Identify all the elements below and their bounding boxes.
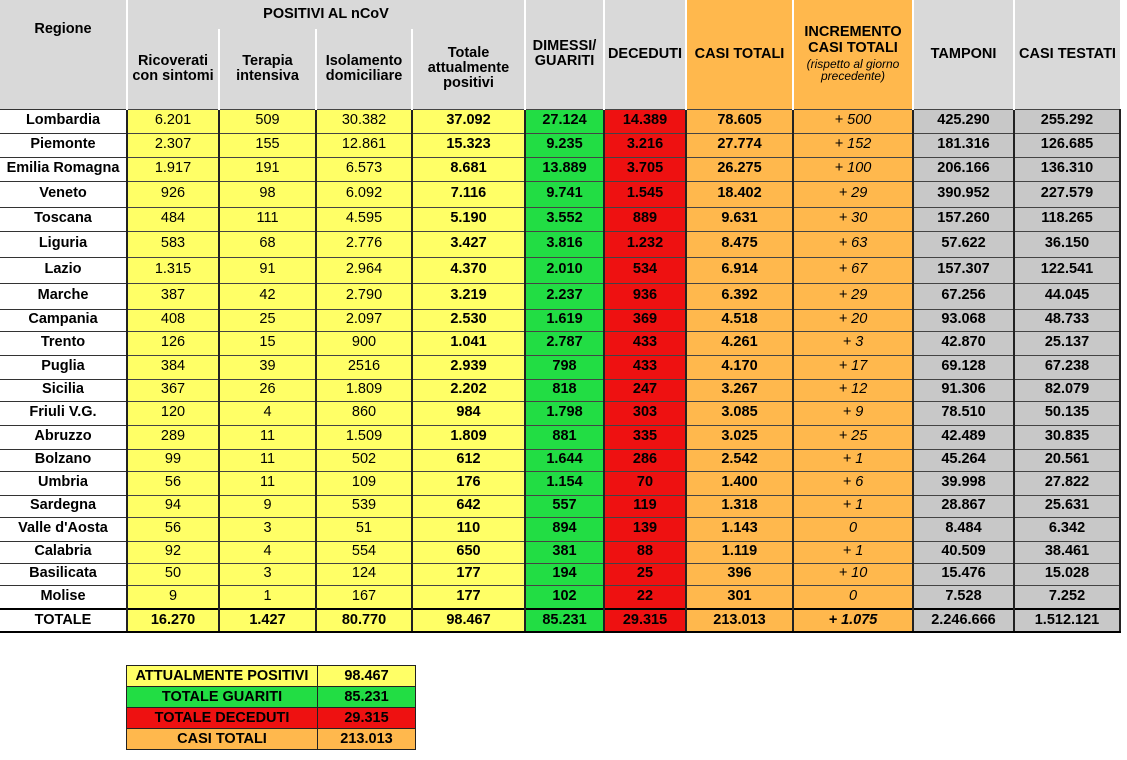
cell-deceduti: 119 (604, 495, 686, 517)
cell-tamponi: 15.476 (913, 563, 1014, 585)
cell-testati: 126.685 (1014, 133, 1120, 157)
cell-totale: 15.323 (412, 133, 525, 157)
header-regione: Regione (0, 0, 127, 109)
cell-regione: Molise (0, 585, 127, 609)
cell-isolamento: 900 (316, 331, 412, 355)
cell-dimessi: 818 (525, 379, 604, 401)
cell-terapia: 39 (219, 355, 316, 379)
total-deceduti: 29.315 (604, 609, 686, 632)
cell-regione: Marche (0, 283, 127, 309)
cell-totale: 1.041 (412, 331, 525, 355)
total-regione: TOTALE (0, 609, 127, 632)
cell-testati: 27.822 (1014, 471, 1120, 495)
cell-incremento: + 25 (793, 425, 913, 449)
total-ricoverati: 16.270 (127, 609, 219, 632)
cell-tamponi: 28.867 (913, 495, 1014, 517)
cell-incremento: + 6 (793, 471, 913, 495)
cell-terapia: 26 (219, 379, 316, 401)
table-row (0, 309, 1120, 331)
cell-ricoverati: 120 (127, 401, 219, 425)
cell-regione: Lazio (0, 257, 127, 283)
cell-dimessi: 3.816 (525, 231, 604, 257)
cell-terapia: 11 (219, 449, 316, 471)
cell-totale: 2.202 (412, 379, 525, 401)
header-terapia: Terapia intensiva (219, 29, 316, 109)
cell-incremento: + 9 (793, 401, 913, 425)
cell-regione: Bolzano (0, 449, 127, 471)
cell-terapia: 3 (219, 517, 316, 541)
cell-dimessi: 2.787 (525, 331, 604, 355)
cell-incremento: + 29 (793, 283, 913, 309)
header-positivi-group: POSITIVI AL nCoV (127, 0, 525, 29)
cell-isolamento: 554 (316, 541, 412, 563)
cell-isolamento: 539 (316, 495, 412, 517)
cell-deceduti: 88 (604, 541, 686, 563)
cell-testati: 255.292 (1014, 109, 1120, 133)
cell-dimessi: 881 (525, 425, 604, 449)
cell-tamponi: 157.307 (913, 257, 1014, 283)
cell-dimessi: 194 (525, 563, 604, 585)
cell-isolamento: 4.595 (316, 207, 412, 231)
cell-ricoverati: 99 (127, 449, 219, 471)
cell-totale: 7.116 (412, 181, 525, 207)
cell-totale: 176 (412, 471, 525, 495)
cell-incremento: + 10 (793, 563, 913, 585)
cell-testati: 44.045 (1014, 283, 1120, 309)
table-row (0, 517, 1120, 541)
summary-label: TOTALE GUARITI (127, 687, 318, 708)
cell-dimessi: 894 (525, 517, 604, 541)
cell-deceduti: 936 (604, 283, 686, 309)
cell-totale: 650 (412, 541, 525, 563)
table-row (0, 379, 1120, 401)
summary-label: CASI TOTALI (127, 729, 318, 750)
cell-dimessi: 2.010 (525, 257, 604, 283)
cell-testati: 122.541 (1014, 257, 1120, 283)
cell-tamponi: 390.952 (913, 181, 1014, 207)
cell-dimessi: 1.154 (525, 471, 604, 495)
cell-testati: 7.252 (1014, 585, 1120, 609)
cell-ricoverati: 56 (127, 471, 219, 495)
summary-value: 98.467 (318, 666, 416, 687)
cell-ricoverati: 289 (127, 425, 219, 449)
cell-deceduti: 889 (604, 207, 686, 231)
cell-deceduti: 25 (604, 563, 686, 585)
cell-casi: 301 (686, 585, 793, 609)
cell-casi: 27.774 (686, 133, 793, 157)
cell-incremento: + 17 (793, 355, 913, 379)
cell-incremento: + 1 (793, 449, 913, 471)
cell-incremento: + 100 (793, 157, 913, 181)
summary-row (127, 708, 416, 729)
cell-tamponi: 45.264 (913, 449, 1014, 471)
table-row (0, 425, 1120, 449)
cell-dimessi: 557 (525, 495, 604, 517)
total-tamponi: 2.246.666 (913, 609, 1014, 632)
cell-dimessi: 798 (525, 355, 604, 379)
cell-terapia: 11 (219, 425, 316, 449)
cell-testati: 48.733 (1014, 309, 1120, 331)
cell-terapia: 98 (219, 181, 316, 207)
cell-testati: 25.137 (1014, 331, 1120, 355)
cell-dimessi: 3.552 (525, 207, 604, 231)
cell-tamponi: 42.489 (913, 425, 1014, 449)
cell-casi: 1.318 (686, 495, 793, 517)
cell-regione: Umbria (0, 471, 127, 495)
cell-casi: 18.402 (686, 181, 793, 207)
cell-totale: 4.370 (412, 257, 525, 283)
cell-regione: Puglia (0, 355, 127, 379)
cell-testati: 38.461 (1014, 541, 1120, 563)
cell-isolamento: 124 (316, 563, 412, 585)
cell-terapia: 4 (219, 541, 316, 563)
cell-ricoverati: 1.917 (127, 157, 219, 181)
cell-isolamento: 51 (316, 517, 412, 541)
cell-dimessi: 1.619 (525, 309, 604, 331)
header-ricoverati: Ricoverati con sintomi (127, 29, 219, 109)
cell-regione: Sardegna (0, 495, 127, 517)
cell-totale: 3.219 (412, 283, 525, 309)
cell-ricoverati: 92 (127, 541, 219, 563)
cell-isolamento: 1.809 (316, 379, 412, 401)
table-row (0, 331, 1120, 355)
header-isolamento: Isolamento domiciliare (316, 29, 412, 109)
cell-terapia: 111 (219, 207, 316, 231)
cell-incremento: + 20 (793, 309, 913, 331)
table-row (0, 401, 1120, 425)
cell-tamponi: 157.260 (913, 207, 1014, 231)
cell-ricoverati: 50 (127, 563, 219, 585)
cell-totale: 2.530 (412, 309, 525, 331)
cell-incremento: + 63 (793, 231, 913, 257)
cell-tamponi: 93.068 (913, 309, 1014, 331)
cell-deceduti: 335 (604, 425, 686, 449)
cell-regione: Veneto (0, 181, 127, 207)
cell-ricoverati: 484 (127, 207, 219, 231)
cell-incremento: + 500 (793, 109, 913, 133)
total-casi: 213.013 (686, 609, 793, 632)
cell-totale: 3.427 (412, 231, 525, 257)
table-row (0, 231, 1120, 257)
cell-tamponi: 42.870 (913, 331, 1014, 355)
cell-dimessi: 102 (525, 585, 604, 609)
header-totale-positivi: Totale attualmente positivi (412, 29, 525, 109)
cell-dimessi: 2.237 (525, 283, 604, 309)
cell-testati: 50.135 (1014, 401, 1120, 425)
header-incremento-note: (rispetto al giorno precedente) (806, 56, 900, 84)
summary-row (127, 687, 416, 708)
summary-value: 29.315 (318, 708, 416, 729)
cell-isolamento: 1.509 (316, 425, 412, 449)
cell-regione: Abruzzo (0, 425, 127, 449)
cell-incremento: + 3 (793, 331, 913, 355)
cell-deceduti: 14.389 (604, 109, 686, 133)
cell-dimessi: 1.798 (525, 401, 604, 425)
cell-casi: 1.143 (686, 517, 793, 541)
cell-totale: 177 (412, 585, 525, 609)
cell-tamponi: 425.290 (913, 109, 1014, 133)
cell-deceduti: 1.545 (604, 181, 686, 207)
cell-deceduti: 3.216 (604, 133, 686, 157)
cell-regione: Emilia Romagna (0, 157, 127, 181)
cell-deceduti: 534 (604, 257, 686, 283)
header-tamponi: TAMPONI (913, 0, 1014, 109)
cell-deceduti: 433 (604, 331, 686, 355)
table-row (0, 181, 1120, 207)
cell-totale: 642 (412, 495, 525, 517)
cell-deceduti: 303 (604, 401, 686, 425)
cell-regione: Lombardia (0, 109, 127, 133)
cell-ricoverati: 367 (127, 379, 219, 401)
cell-deceduti: 3.705 (604, 157, 686, 181)
cell-isolamento: 2.097 (316, 309, 412, 331)
cell-isolamento: 6.092 (316, 181, 412, 207)
cell-casi: 3.025 (686, 425, 793, 449)
cell-ricoverati: 94 (127, 495, 219, 517)
cell-testati: 227.579 (1014, 181, 1120, 207)
cell-casi: 6.914 (686, 257, 793, 283)
cell-terapia: 9 (219, 495, 316, 517)
cell-totale: 5.190 (412, 207, 525, 231)
cell-terapia: 25 (219, 309, 316, 331)
summary-value: 213.013 (318, 729, 416, 750)
summary-table (126, 665, 416, 750)
cell-regione: Toscana (0, 207, 127, 231)
cell-terapia: 42 (219, 283, 316, 309)
cell-dimessi: 9.235 (525, 133, 604, 157)
cell-incremento: + 29 (793, 181, 913, 207)
cell-casi: 4.518 (686, 309, 793, 331)
cell-isolamento: 2.964 (316, 257, 412, 283)
header-casi-totali: CASI TOTALI (686, 0, 793, 109)
cell-regione: Trento (0, 331, 127, 355)
cell-regione: Valle d'Aosta (0, 517, 127, 541)
cell-terapia: 1 (219, 585, 316, 609)
cell-totale: 612 (412, 449, 525, 471)
cell-isolamento: 109 (316, 471, 412, 495)
cell-terapia: 191 (219, 157, 316, 181)
cell-totale: 1.809 (412, 425, 525, 449)
cell-totale: 8.681 (412, 157, 525, 181)
cell-dimessi: 1.644 (525, 449, 604, 471)
cell-totale: 984 (412, 401, 525, 425)
header-incremento (793, 0, 913, 109)
cell-casi: 3.085 (686, 401, 793, 425)
cell-dimessi: 13.889 (525, 157, 604, 181)
total-totale: 98.467 (412, 609, 525, 632)
cell-casi: 2.542 (686, 449, 793, 471)
cell-isolamento: 12.861 (316, 133, 412, 157)
cell-testati: 20.561 (1014, 449, 1120, 471)
table-row (0, 109, 1120, 133)
cell-isolamento: 860 (316, 401, 412, 425)
summary-row (127, 729, 416, 750)
summary-row (127, 666, 416, 687)
cell-tamponi: 8.484 (913, 517, 1014, 541)
table-row (0, 449, 1120, 471)
cell-ricoverati: 387 (127, 283, 219, 309)
cell-ricoverati: 2.307 (127, 133, 219, 157)
cell-totale: 2.939 (412, 355, 525, 379)
cell-tamponi: 39.998 (913, 471, 1014, 495)
cell-regione: Campania (0, 309, 127, 331)
cell-totale: 110 (412, 517, 525, 541)
cell-tamponi: 40.509 (913, 541, 1014, 563)
cell-incremento: + 67 (793, 257, 913, 283)
cell-ricoverati: 408 (127, 309, 219, 331)
cell-ricoverati: 1.315 (127, 257, 219, 283)
table-row (0, 495, 1120, 517)
cell-incremento: 0 (793, 585, 913, 609)
cell-incremento: + 12 (793, 379, 913, 401)
cell-terapia: 509 (219, 109, 316, 133)
total-terapia: 1.427 (219, 609, 316, 632)
cell-dimessi: 9.741 (525, 181, 604, 207)
cell-tamponi: 67.256 (913, 283, 1014, 309)
cell-testati: 82.079 (1014, 379, 1120, 401)
cell-incremento: + 1 (793, 541, 913, 563)
cell-casi: 78.605 (686, 109, 793, 133)
cell-terapia: 3 (219, 563, 316, 585)
cell-incremento: + 152 (793, 133, 913, 157)
cell-tamponi: 7.528 (913, 585, 1014, 609)
table-row (0, 133, 1120, 157)
cell-testati: 118.265 (1014, 207, 1120, 231)
cell-casi: 8.475 (686, 231, 793, 257)
cell-terapia: 11 (219, 471, 316, 495)
cell-testati: 30.835 (1014, 425, 1120, 449)
cell-isolamento: 30.382 (316, 109, 412, 133)
cell-deceduti: 70 (604, 471, 686, 495)
cell-testati: 67.238 (1014, 355, 1120, 379)
cell-isolamento: 502 (316, 449, 412, 471)
cell-deceduti: 22 (604, 585, 686, 609)
cell-tamponi: 57.622 (913, 231, 1014, 257)
summary-value: 85.231 (318, 687, 416, 708)
table-row (0, 471, 1120, 495)
cell-deceduti: 369 (604, 309, 686, 331)
cell-testati: 36.150 (1014, 231, 1120, 257)
table-row (0, 283, 1120, 309)
total-incremento: + 1.075 (793, 609, 913, 632)
cell-terapia: 4 (219, 401, 316, 425)
cell-ricoverati: 6.201 (127, 109, 219, 133)
cell-deceduti: 286 (604, 449, 686, 471)
cell-testati: 15.028 (1014, 563, 1120, 585)
table-row (0, 585, 1120, 609)
cell-ricoverati: 9 (127, 585, 219, 609)
cell-tamponi: 181.316 (913, 133, 1014, 157)
cell-incremento: 0 (793, 517, 913, 541)
cell-incremento: + 30 (793, 207, 913, 231)
cell-casi: 6.392 (686, 283, 793, 309)
cell-isolamento: 167 (316, 585, 412, 609)
cell-tamponi: 69.128 (913, 355, 1014, 379)
cell-totale: 177 (412, 563, 525, 585)
cell-terapia: 155 (219, 133, 316, 157)
cell-ricoverati: 56 (127, 517, 219, 541)
total-isolamento: 80.770 (316, 609, 412, 632)
cell-isolamento: 6.573 (316, 157, 412, 181)
cell-tamponi: 206.166 (913, 157, 1014, 181)
cell-testati: 136.310 (1014, 157, 1120, 181)
cell-incremento: + 1 (793, 495, 913, 517)
cell-casi: 3.267 (686, 379, 793, 401)
cell-ricoverati: 126 (127, 331, 219, 355)
cell-isolamento: 2516 (316, 355, 412, 379)
cell-casi: 1.119 (686, 541, 793, 563)
table-row (0, 157, 1120, 181)
total-testati: 1.512.121 (1014, 609, 1120, 632)
cell-tamponi: 78.510 (913, 401, 1014, 425)
cell-regione: Piemonte (0, 133, 127, 157)
cell-testati: 6.342 (1014, 517, 1120, 541)
table-row (0, 257, 1120, 283)
cell-casi: 4.261 (686, 331, 793, 355)
cell-regione: Liguria (0, 231, 127, 257)
cell-casi: 1.400 (686, 471, 793, 495)
cell-dimessi: 381 (525, 541, 604, 563)
cell-deceduti: 433 (604, 355, 686, 379)
cell-terapia: 91 (219, 257, 316, 283)
cell-ricoverati: 926 (127, 181, 219, 207)
cell-casi: 9.631 (686, 207, 793, 231)
cell-deceduti: 1.232 (604, 231, 686, 257)
summary-label: TOTALE DECEDUTI (127, 708, 318, 729)
cell-deceduti: 139 (604, 517, 686, 541)
cell-testati: 25.631 (1014, 495, 1120, 517)
cell-regione: Friuli V.G. (0, 401, 127, 425)
cell-regione: Basilicata (0, 563, 127, 585)
table-row (0, 207, 1120, 231)
total-dimessi: 85.231 (525, 609, 604, 632)
cell-dimessi: 27.124 (525, 109, 604, 133)
cell-isolamento: 2.790 (316, 283, 412, 309)
cell-ricoverati: 384 (127, 355, 219, 379)
table-row (0, 355, 1120, 379)
cell-deceduti: 247 (604, 379, 686, 401)
cell-isolamento: 2.776 (316, 231, 412, 257)
cell-tamponi: 91.306 (913, 379, 1014, 401)
cell-regione: Calabria (0, 541, 127, 563)
cell-totale: 37.092 (412, 109, 525, 133)
header-dimessi: DIMESSI/ GUARITI (525, 0, 604, 109)
total-row (0, 609, 1120, 632)
cell-terapia: 68 (219, 231, 316, 257)
cell-ricoverati: 583 (127, 231, 219, 257)
cell-regione: Sicilia (0, 379, 127, 401)
header-deceduti: DECEDUTI (604, 0, 686, 109)
table-row (0, 541, 1120, 563)
cell-casi: 26.275 (686, 157, 793, 181)
summary-label: ATTUALMENTE POSITIVI (127, 666, 318, 687)
header-incremento-title: INCREMENTO CASI TOTALI (804, 24, 902, 56)
cell-terapia: 15 (219, 331, 316, 355)
cell-casi: 396 (686, 563, 793, 585)
table-row (0, 563, 1120, 585)
cell-casi: 4.170 (686, 355, 793, 379)
header-casi-testati: CASI TESTATI (1014, 0, 1120, 109)
